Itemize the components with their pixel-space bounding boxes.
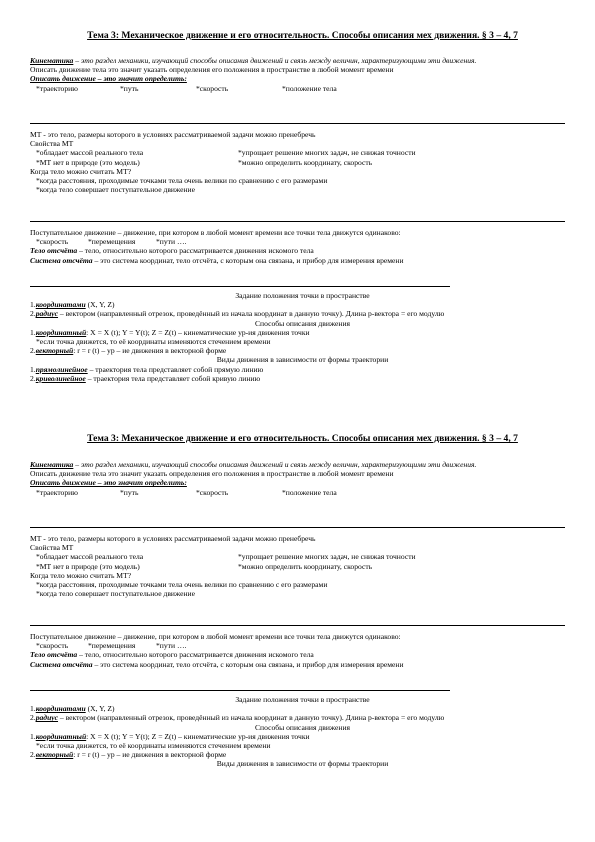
translational-items xyxy=(30,641,575,650)
translational-item: *перемещения xyxy=(88,237,136,247)
translational-definition: Поступательное движение – движение, при котором в любой момент времени все точки тела движутся одинаково: xyxy=(30,632,401,641)
list-number: 1. xyxy=(30,731,36,741)
position-title: Задание положения точки в пространстве xyxy=(235,291,370,300)
straight-term: прямолинейное xyxy=(35,364,88,374)
translational-item: *перемещения xyxy=(88,641,136,651)
mt-definition: МТ - это тело, размеры которого в условиях рассматриваемой задачи можно пренебречь xyxy=(30,534,316,543)
coordinates-term: координатами xyxy=(35,300,86,310)
list-number: 2. xyxy=(30,750,36,760)
straight-text: – траектория тела представляет собой прямую линию xyxy=(87,364,264,374)
coordinate-method-term: координатный xyxy=(35,731,87,741)
mt-when-question: Когда тело можно считать МТ? xyxy=(30,166,132,176)
list-number: 2. xyxy=(30,373,36,383)
describe-item: *траекторию xyxy=(36,83,78,93)
describe-subtitle: Описать движение – это значит определить: xyxy=(30,74,187,84)
describe-items xyxy=(30,488,575,497)
mt-props-row xyxy=(30,552,575,561)
curved-text: – траектория тела представляет собой кривую линию xyxy=(85,373,261,383)
mt-prop: *можно определить координату, скорость xyxy=(238,561,373,571)
radius-term: радиус xyxy=(35,309,59,319)
coordinates-text: (X, Y, Z) xyxy=(85,704,115,714)
coordinates-term: координатами xyxy=(35,704,86,714)
mt-prop: *обладает массой реального тела xyxy=(36,148,144,158)
mt-props-row xyxy=(30,562,575,571)
block-1-material-point xyxy=(30,130,575,194)
mt-when-item: *когда расстояния, проходимые точками тела очень велики по сравнению с его размерами xyxy=(36,176,328,186)
describe-line: Описать движение тела это значит указать определения его положения в пространстве в любой момент времени xyxy=(30,469,394,479)
mt-prop: *МТ нет в природе (это модель) xyxy=(36,157,140,167)
reference-system-text: – это система координат, тело отсчёта, с которым она связана, и прибор для измерения времени xyxy=(92,255,404,265)
block-2-header xyxy=(30,433,575,445)
radius-text: – вектором (направленный отрезок, проведённый из начала координат в данную точку). Длина р-вектора = его модулю xyxy=(58,309,445,319)
kinematics-term: Кинематика xyxy=(30,460,74,469)
reference-body-term: Тело отсчёта xyxy=(30,246,78,256)
block-2-kinematics xyxy=(30,460,575,497)
translational-item: *скорость xyxy=(36,237,69,247)
divider xyxy=(30,286,450,287)
coordinates-text: (X, Y, Z) xyxy=(85,300,115,310)
translational-item: *пути …. xyxy=(156,641,187,651)
divider xyxy=(30,625,565,626)
block-1-position xyxy=(30,291,575,383)
translational-items xyxy=(30,237,575,246)
list-number: 2. xyxy=(30,346,36,356)
mt-when-item: *когда тело совершает поступательное движение xyxy=(36,185,195,195)
list-number: 2. xyxy=(30,309,36,319)
divider xyxy=(30,123,565,124)
divider xyxy=(30,690,450,691)
vector-method-text: : r = r (t) – ур – ие движения в векторной форме xyxy=(73,750,227,760)
block-1-translational xyxy=(30,228,575,265)
vector-method-term: векторный xyxy=(35,750,74,760)
types-title: Виды движения в зависимости от формы траектории xyxy=(216,759,389,769)
describe-item: *траекторию xyxy=(36,487,78,497)
block-2-material-point xyxy=(30,534,575,598)
mt-prop: *обладает массой реального тела xyxy=(36,552,144,562)
mt-when-item: *когда расстояния, проходимые точками тела очень велики по сравнению с его размерами xyxy=(36,580,328,590)
list-number: 1. xyxy=(30,364,36,374)
mt-prop: *упрощает решение многих задач, не снижая точности xyxy=(238,148,416,158)
describe-item: *путь xyxy=(120,487,139,497)
kinematics-text: – это раздел механики, изучающий способы описания движений и связь между величин, характеризующими эти движения. xyxy=(73,56,477,65)
coordinate-method-text: : X = X (t); Y = Y(t); Z = Z(t) – кинематические ур-ия движения точки xyxy=(86,731,310,741)
describe-line: Описать движение тела это значит указать определения его положения в пространстве в любой момент времени xyxy=(30,65,394,75)
reference-body-text: – тело, относительно которого рассматривается движения искомого тела xyxy=(77,650,314,660)
describe-item: *положение тела xyxy=(282,487,337,497)
kinematics-text: – это раздел механики, изучающий способы описания движений и связь между величин, характеризующими эти движения. xyxy=(73,460,477,469)
describe-subtitle: Описать движение – это значит определить: xyxy=(30,478,187,488)
mt-props-title: Свойства МТ xyxy=(30,543,74,553)
list-number: 2. xyxy=(30,713,36,723)
mt-definition: МТ - это тело, размеры которого в условиях рассматриваемой задачи можно пренебречь xyxy=(30,130,316,139)
coordinate-method-text: : X = X (t); Y = Y(t); Z = Z(t) – кинематические ур-ия движения точки xyxy=(86,327,310,337)
reference-body-term: Тело отсчёта xyxy=(30,650,78,660)
mt-when-item: *когда тело совершает поступательное движение xyxy=(36,589,195,599)
reference-system-term: Система отсчёта xyxy=(30,255,93,265)
curved-term: криволинейное xyxy=(35,373,86,383)
divider xyxy=(30,527,565,528)
mt-prop: *МТ нет в природе (это модель) xyxy=(36,561,140,571)
radius-text: – вектором (направленный отрезок, проведённый из начала координат в данную точку). Длина р-вектора = его модулю xyxy=(58,713,445,723)
reference-system-text: – это система координат, тело отсчёта, с которым она связана, и прибор для измерения времени xyxy=(92,659,404,669)
block-2-position xyxy=(30,695,575,769)
kinematics-term: Кинематика xyxy=(30,56,74,65)
describe-item: *скорость xyxy=(196,83,229,93)
reference-system-term: Система отсчёта xyxy=(30,659,93,669)
coordinate-method-note: *если точка движется, то её координаты изменяются стечением времени xyxy=(36,337,271,347)
radius-term: радиус xyxy=(35,713,59,723)
coordinate-method-term: координатный xyxy=(35,327,87,337)
translational-item: *скорость xyxy=(36,641,69,651)
position-title: Задание положения точки в пространстве xyxy=(235,695,370,704)
topic-title: Тема 3: Механическое движение и его относительность. Способы описания мех движения. § 3 – 4, 7 xyxy=(87,433,518,444)
block-1-header xyxy=(30,30,575,42)
coordinate-method-note: *если точка движется, то её координаты изменяются стечением времени xyxy=(36,741,271,751)
list-number: 1. xyxy=(30,704,36,714)
list-number: 1. xyxy=(30,327,36,337)
vector-method-text: : r = r (t) – ур – ие движения в векторной форме xyxy=(73,346,227,356)
mt-props-row xyxy=(30,158,575,167)
kinematics-definition xyxy=(30,56,575,65)
translational-item: *пути …. xyxy=(156,237,187,247)
mt-prop: *можно определить координату, скорость xyxy=(238,157,373,167)
methods-title: Способы описания движения xyxy=(254,318,351,328)
methods-title: Способы описания движения xyxy=(254,722,351,732)
translational-definition: Поступательное движение – движение, при котором в любой момент времени все точки тела движутся одинаково: xyxy=(30,228,401,237)
divider xyxy=(30,221,565,222)
block-2-translational xyxy=(30,632,575,669)
mt-props-row xyxy=(30,148,575,157)
block-1-kinematics xyxy=(30,56,575,93)
describe-item: *путь xyxy=(120,83,139,93)
describe-items xyxy=(30,84,575,93)
describe-item: *скорость xyxy=(196,487,229,497)
list-number: 1. xyxy=(30,300,36,310)
mt-when-question: Когда тело можно считать МТ? xyxy=(30,570,132,580)
mt-prop: *упрощает решение многих задач, не снижая точности xyxy=(238,552,416,562)
kinematics-definition xyxy=(30,460,575,469)
topic-title: Тема 3: Механическое движение и его относительность. Способы описания мех движения. § 3 – 4, 7 xyxy=(87,30,518,41)
mt-props-title: Свойства МТ xyxy=(30,139,74,149)
types-title: Виды движения в зависимости от формы траектории xyxy=(216,355,389,365)
reference-body-text: – тело, относительно которого рассматривается движения искомого тела xyxy=(77,246,314,256)
vector-method-term: векторный xyxy=(35,346,74,356)
describe-item: *положение тела xyxy=(282,83,337,93)
